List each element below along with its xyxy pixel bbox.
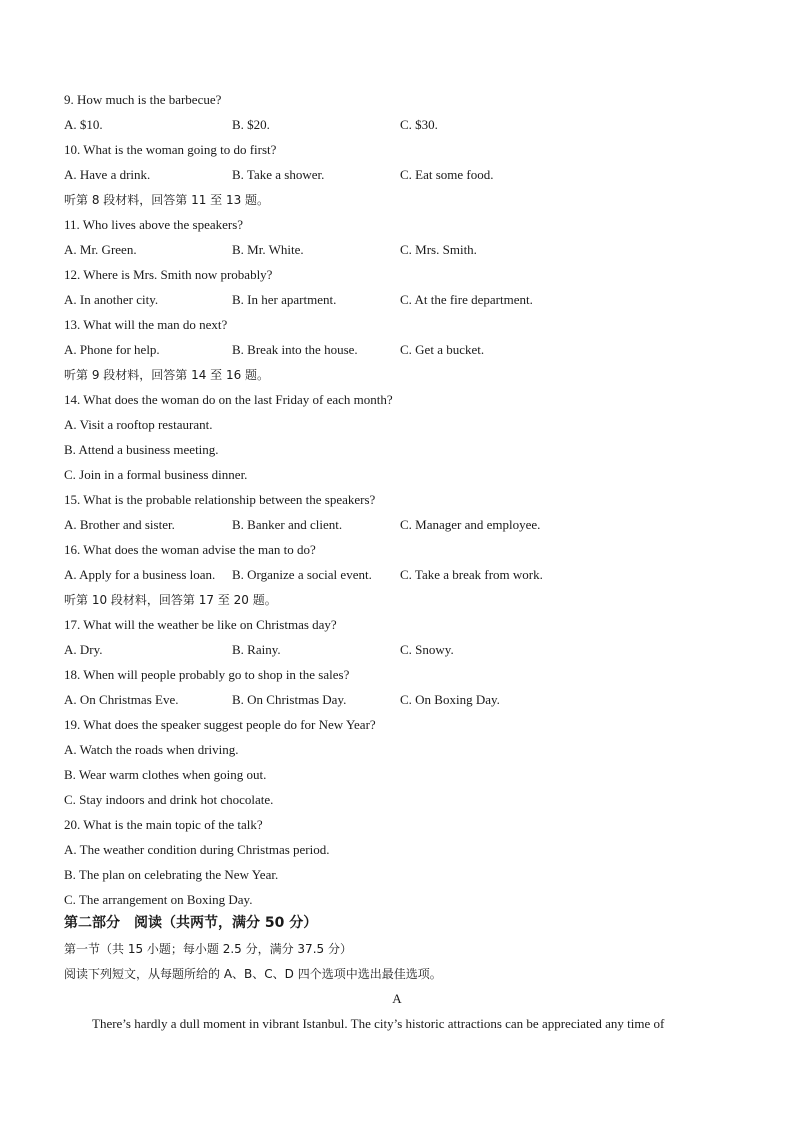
option-c: C. Mrs. Smith. xyxy=(400,242,477,257)
question-11-options xyxy=(64,242,744,258)
question-13-options xyxy=(64,342,744,358)
question-10-stem: 10. What is the woman going to do first? xyxy=(64,142,277,157)
question-19-stem: 19. What does the speaker suggest people do for New Year? xyxy=(64,717,376,732)
question-12-stem: 12. Where is Mrs. Smith now probably? xyxy=(64,267,273,282)
option-a: A. Brother and sister. xyxy=(64,517,175,532)
listening-section-9-instruction: 听第 9 段材料，回答第 14 至 16 题。 xyxy=(64,368,270,382)
option-b: B. $20. xyxy=(232,117,270,132)
option-b: B. Take a shower. xyxy=(232,167,325,182)
question-20-option-c: C. The arrangement on Boxing Day. xyxy=(64,892,253,907)
question-19-option-b: B. Wear warm clothes when going out. xyxy=(64,767,267,782)
option-b: B. On Christmas Day. xyxy=(232,692,347,707)
option-a: A. Phone for help. xyxy=(64,342,160,357)
option-a: A. Mr. Green. xyxy=(64,242,137,257)
question-19-option-a: A. Watch the roads when driving. xyxy=(64,742,239,757)
option-b: B. Rainy. xyxy=(232,642,281,657)
question-17-stem: 17. What will the weather be like on Christmas day? xyxy=(64,617,337,632)
question-14-option-a: A. Visit a rooftop restaurant. xyxy=(64,417,213,432)
question-18-stem: 18. When will people probably go to shop in the sales? xyxy=(64,667,350,682)
question-10-options xyxy=(64,167,744,183)
option-a: A. Dry. xyxy=(64,642,103,657)
question-9-stem: 9. How much is the barbecue? xyxy=(64,92,222,107)
question-14-option-b: B. Attend a business meeting. xyxy=(64,442,219,457)
option-c: C. $30. xyxy=(400,117,438,132)
option-c: C. At the fire department. xyxy=(400,292,533,307)
option-b: B. Mr. White. xyxy=(232,242,304,257)
option-a: A. $10. xyxy=(64,117,103,132)
option-b: B. Organize a social event. xyxy=(232,567,372,582)
option-a: A. On Christmas Eve. xyxy=(64,692,179,707)
option-c: C. Get a bucket. xyxy=(400,342,485,357)
reading-instruction: 阅读下列短文，从每题所给的 A、B、C、D 四个选项中选出最佳选项。 xyxy=(64,967,442,981)
question-9-options xyxy=(64,117,744,133)
question-14-stem: 14. What does the woman do on the last Friday of each month? xyxy=(64,392,393,407)
question-15-options xyxy=(64,517,744,533)
option-a: A. Have a drink. xyxy=(64,167,151,182)
option-c: C. Manager and employee. xyxy=(400,517,541,532)
question-18-options xyxy=(64,692,744,708)
question-13-stem: 13. What will the man do next? xyxy=(64,317,228,332)
question-12-options xyxy=(64,292,744,308)
question-14-option-c: C. Join in a formal business dinner. xyxy=(64,467,248,482)
question-11-stem: 11. Who lives above the speakers? xyxy=(64,217,244,232)
passage-label: A xyxy=(392,991,402,1006)
question-16-stem: 16. What does the woman advise the man to do? xyxy=(64,542,316,557)
option-b: B. Break into the house. xyxy=(232,342,358,357)
option-b: B. Banker and client. xyxy=(232,517,343,532)
question-19-option-c: C. Stay indoors and drink hot chocolate. xyxy=(64,792,274,807)
listening-section-10-instruction: 听第 10 段材料，回答第 17 至 20 题。 xyxy=(64,593,277,607)
question-15-stem: 15. What is the probable relationship between the speakers? xyxy=(64,492,376,507)
question-16-options xyxy=(64,567,744,583)
question-20-option-a: A. The weather condition during Christmas period. xyxy=(64,842,330,857)
question-20-option-b: B. The plan on celebrating the New Year. xyxy=(64,867,279,882)
option-c: C. Snowy. xyxy=(400,642,454,657)
option-a: A. Apply for a business loan. xyxy=(64,567,216,582)
option-b: B. In her apartment. xyxy=(232,292,337,307)
part-2-heading: 第二部分 阅读（共两节，满分 50 分） xyxy=(64,915,318,931)
listening-section-8-instruction: 听第 8 段材料，回答第 11 至 13 题。 xyxy=(64,193,270,207)
question-20-stem: 20. What is the main topic of the talk? xyxy=(64,817,263,832)
option-c: C. Eat some food. xyxy=(400,167,494,182)
passage-first-line: There’s hardly a dull moment in vibrant Istanbul. The city’s historic attractions can be appreciated any time of xyxy=(92,1016,665,1031)
option-a: A. In another city. xyxy=(64,292,159,307)
question-17-options xyxy=(64,642,744,658)
option-c: C. Take a break from work. xyxy=(400,567,543,582)
option-c: C. On Boxing Day. xyxy=(400,692,500,707)
part-2-section-1-heading: 第一节（共 15 小题；每小题 2.5 分，满分 37.5 分） xyxy=(64,942,352,956)
